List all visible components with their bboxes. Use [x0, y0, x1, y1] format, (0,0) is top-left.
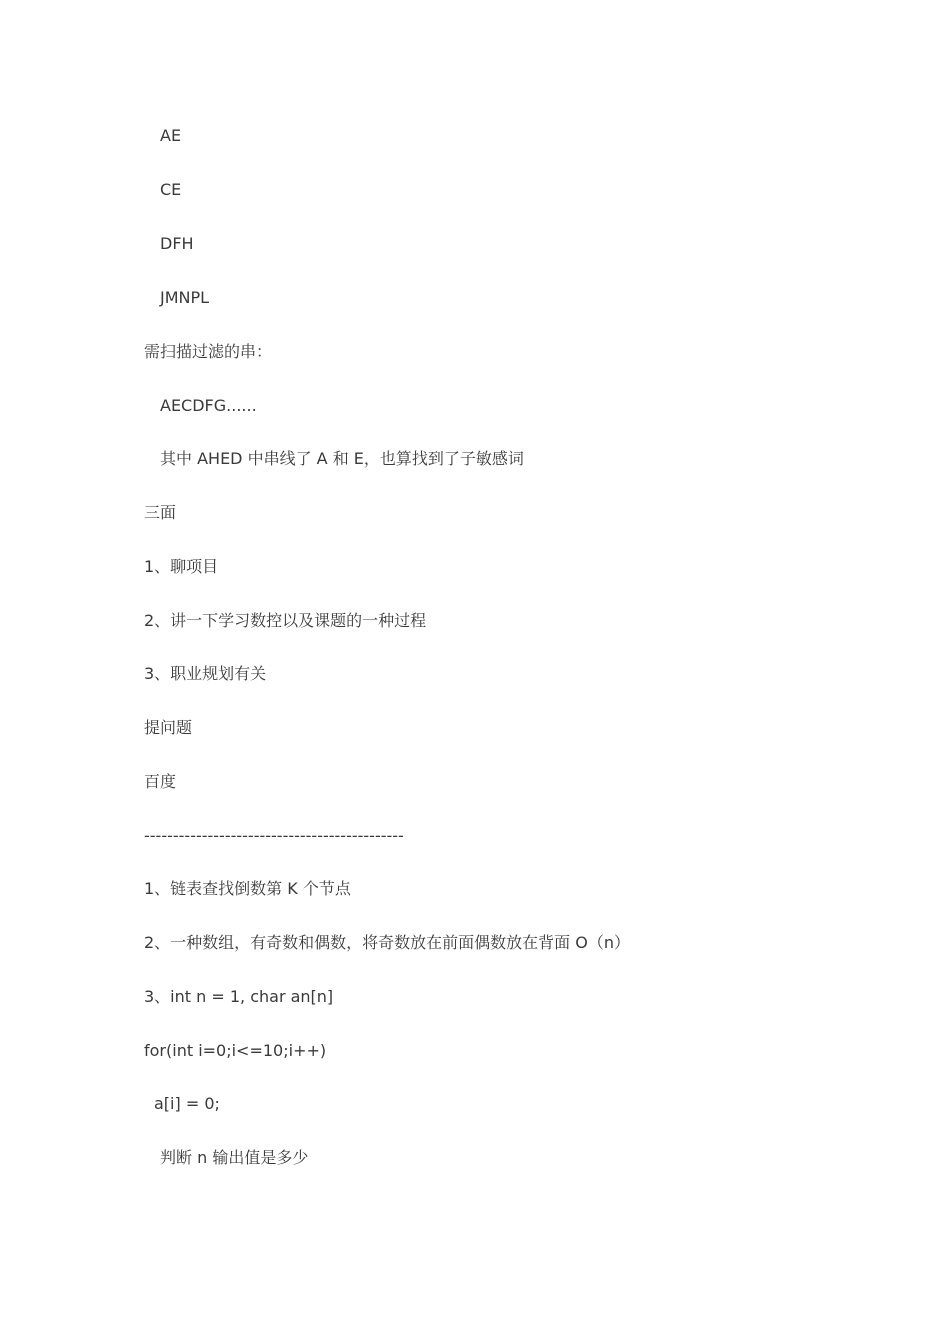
code-line: for(int i=0;i<=10;i++) — [144, 1041, 327, 1060]
text-line: AECDFG...... — [160, 396, 257, 415]
text-line: 1、聊项目 — [144, 557, 219, 576]
text-line: AE — [160, 126, 182, 145]
code-line: a[i] = 0; — [154, 1094, 220, 1113]
text-line: CE — [160, 180, 182, 199]
section-heading: 百度 — [144, 772, 177, 791]
text-line: 需扫描过滤的串： — [144, 342, 273, 361]
code-line: 3、int n = 1, char an[n] — [144, 987, 334, 1006]
text-line: 2、讲一下学习数控以及课题的一种过程 — [144, 611, 427, 630]
text-line: 3、职业规划有关 — [144, 664, 267, 683]
text-line: 2、一种数组，有奇数和偶数，将奇数放在前面偶数放在背面 O（n） — [144, 933, 631, 952]
text-line: JMNPL — [160, 288, 210, 307]
text-line: 1、链表查找倒数第 K 个节点 — [144, 879, 351, 898]
text-line: 其中 AHED 中串线了 A 和 E，也算找到了子敏感词 — [160, 449, 524, 468]
text-line: DFH — [160, 234, 194, 253]
section-heading: 三面 — [144, 503, 177, 522]
divider-line: --------------------------------------------- — [144, 826, 404, 845]
text-line: 提问题 — [144, 718, 193, 737]
text-line: 判断 n 输出值是多少 — [160, 1148, 309, 1167]
